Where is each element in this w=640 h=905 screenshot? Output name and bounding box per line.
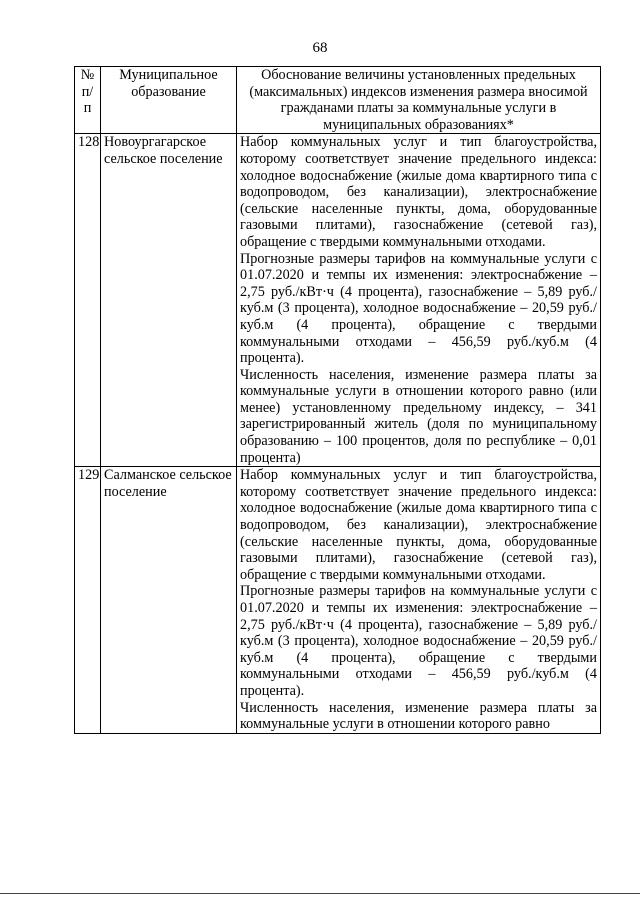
paragraph-tariffs: Прогнозные размеры тарифов на коммунальные услуги с 01.07.2020 и темпы их изменения: электроснабжение – 2,75 руб./кВт·ч (4 процента), газоснабжение – 5,89 руб./куб.м (3 процента), холодное водоснабжение – 20,59 руб./куб.м (4 процента), обращение с твердыми коммунальными отходами – 456,59 руб./куб.м (4 процента). (240, 250, 597, 367)
header-justification: Обоснование величины установленных предельных (максимальных) индексов изменения размера вносимой гражданами платы за коммунальные услуги в муниципальных образованиях* (237, 67, 601, 134)
page-bottom-edge (0, 893, 640, 894)
paragraph-services: Набор коммунальных услуг и тип благоустройства, которому соответствует значение предельного индекса: холодное водоснабжение (жилые дома квартирного типа с водопроводом, без канализации), электроснабжение (сельские населенные пункты, дома, оборудованные газовыми плитами), газоснабжение (сетевой газ), обращение с твердыми коммунальными отходами. (240, 467, 597, 583)
header-num: № п/п (75, 67, 101, 134)
paragraph-services: Набор коммунальных услуг и тип благоустройства, которому соответствует значение предельного индекса: холодное водоснабжение (жилые дома квартирного типа с водопроводом, без канализации), электроснабжение (сельские населенные пункты, дома, оборудованные газовыми плитами), газоснабжение (сетевой газ), обращение с твердыми коммунальными отходами. (240, 134, 597, 250)
row-justification (237, 467, 601, 734)
table-row (75, 467, 601, 734)
paragraph-population: Численность населения, изменение размера платы за коммунальные услуги в отношении которого равно (240, 699, 597, 733)
row-number: 128 (75, 134, 101, 467)
tariff-table (74, 66, 601, 734)
paragraph-population: Численность населения, изменение размера платы за коммунальные услуги в отношении которого равно (или менее) установленному предельному индексу, – 341 зарегистрированный житель (доля по муниципальному образованию – 100 процентов, доля по республике – 0,01 процента) (240, 366, 597, 466)
table-row (75, 134, 601, 467)
row-justification (237, 134, 601, 467)
header-municipality: Муниципальное образование (101, 67, 237, 134)
table-header-row (75, 67, 601, 134)
page-number: 68 (312, 40, 328, 56)
row-municipality: Салманское сельское поселение (101, 467, 237, 734)
paragraph-tariffs: Прогнозные размеры тарифов на коммунальные услуги с 01.07.2020 и темпы их изменения: электроснабжение – 2,75 руб./кВт·ч (4 процента), газоснабжение – 5,89 руб./куб.м (3 процента), холодное водоснабжение – 20,59 руб./куб.м (4 процента), обращение с твердыми коммунальными отходами – 456,59 руб./куб.м (4 процента). (240, 583, 597, 699)
row-municipality: Новоургагарское сельское поселение (101, 134, 237, 467)
row-number: 129 (75, 467, 101, 734)
